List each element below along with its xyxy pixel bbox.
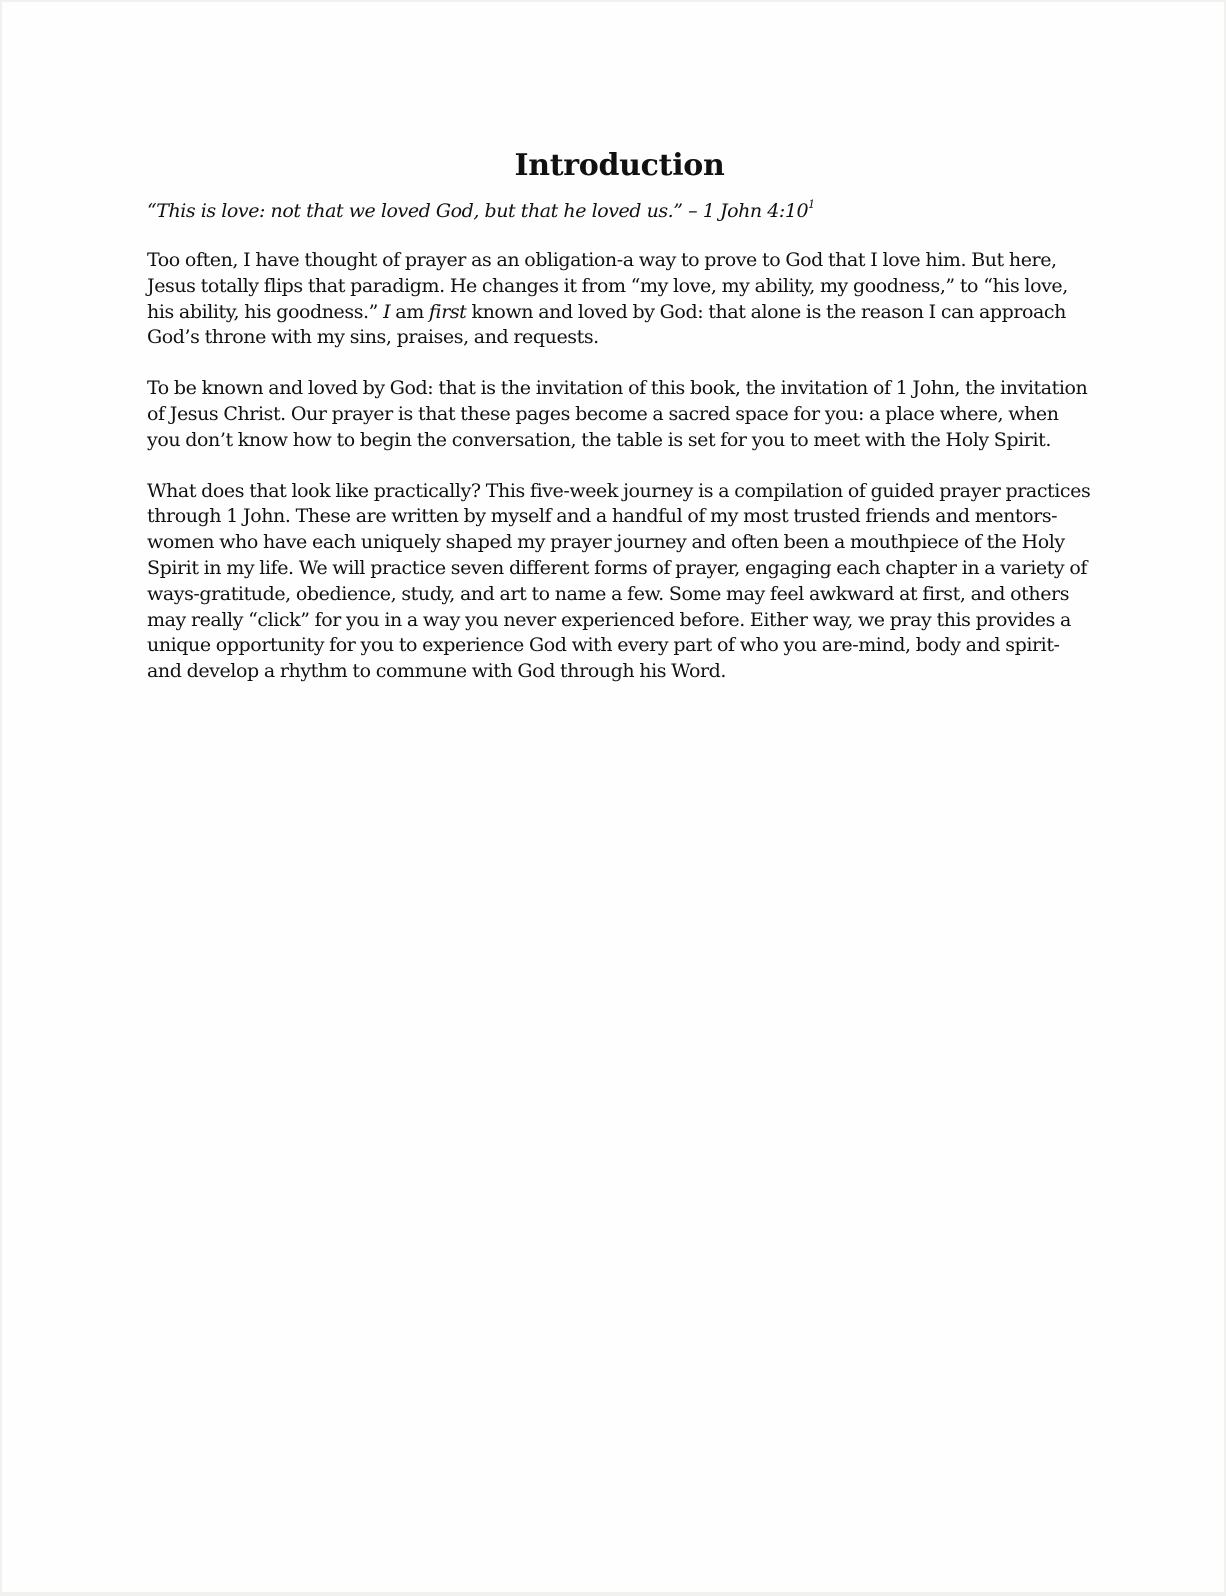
document-page (2, 2, 1224, 1592)
paragraph-3: What does that look like practically? This five-week journey is a compilation of guided prayer practices through 1 John. These are written by myself and a handful of my most trusted friends and mentors-women who have each uniquely shaped my prayer journey and often been a mouthpiece of the Holy Spirit in my life. We will practice seven different forms of prayer, engaging each chapter in a variety of ways-gratitude, obedience, study, and art to name a few. Some may feel awkward at first, and others may really “click” for you in a way you never experienced before. Either way, we pray this provides a unique opportunity for you to experience God with every part of who you are-mind, body and spirit-and develop a rhythm to commune with God through his Word. (147, 479, 1091, 683)
page-content (147, 146, 1092, 710)
epigraph-quote (147, 198, 1092, 224)
paragraph-1 (147, 248, 1092, 351)
epigraph-text: “This is love: not that we loved God, but that he loved us.” – 1 John 4:10 (147, 200, 809, 222)
paragraph-1-part3: known and loved by God: that alone is the reason I can approach God’s throne with my sins, praises, and requests. (147, 300, 1066, 349)
paragraph-2: To be known and loved by God: that is the invitation of this book, the invitation of 1 John, the invitation of Jesus Christ. Our prayer is that these pages become a sacred space for you: a place where, when you don’t know how to begin the conversation, the table is set for you to meet with the Holy Spirit. (147, 377, 1088, 451)
paragraph-1-part2: am (390, 300, 429, 323)
paragraph-1-part1: Too often, I have thought of prayer as an obligation-a way to prove to God that I love him. But here, Jesus totally flips that paradigm. He changes it from “my love, my ability, my goodness,” to “his love, his ability, his goodness.” (147, 249, 1068, 323)
paragraph-1-emphasis-first: first (428, 300, 467, 323)
paragraph-1-emphasis-i: I (383, 300, 391, 323)
page-title: Introduction (514, 148, 725, 183)
footnote-marker: 1 (808, 197, 815, 211)
